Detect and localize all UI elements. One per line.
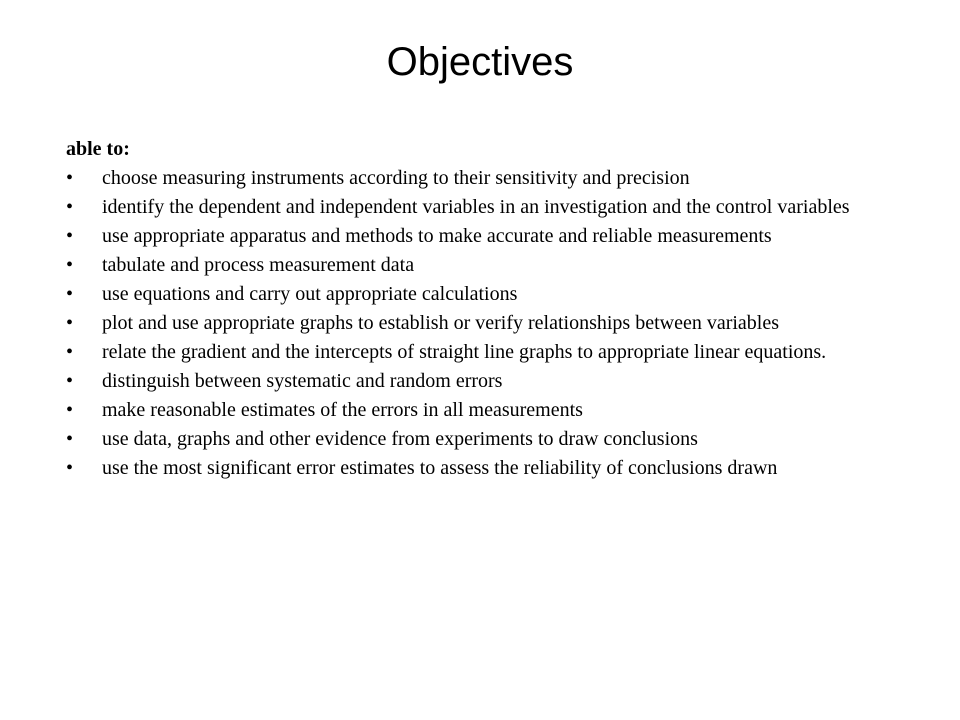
list-item-text: identify the dependent and independent variables in an investigation and the control variables <box>102 196 850 218</box>
list-item-text: use the most significant error estimates to assess the reliability of conclusions drawn <box>102 457 778 479</box>
list-item-text: make reasonable estimates of the errors in all measurements <box>102 399 583 421</box>
bullet-icon: • <box>66 457 74 479</box>
list-item <box>66 454 866 483</box>
slide-title: Objectives <box>386 40 574 84</box>
list-item <box>66 193 866 222</box>
list-item <box>66 222 866 251</box>
list-item <box>66 338 866 367</box>
bullet-icon: • <box>66 196 74 218</box>
list-item-text: use data, graphs and other evidence from experiments to draw conclusions <box>102 428 698 450</box>
bullet-icon: • <box>66 341 74 363</box>
list-item-text: plot and use appropriate graphs to establish or verify relationships between variables <box>102 312 780 334</box>
list-item-text: choose measuring instruments according to their sensitivity and precision <box>102 167 690 189</box>
list-item <box>66 396 866 425</box>
list-item <box>66 164 866 193</box>
list-item-text: use appropriate apparatus and methods to make accurate and reliable measurements <box>102 225 772 247</box>
slide-content <box>66 135 866 483</box>
bullet-icon: • <box>66 254 74 276</box>
list-item-text: distinguish between systematic and random errors <box>102 370 503 392</box>
intro-text: able to: <box>66 138 130 160</box>
objectives-list <box>66 164 866 483</box>
bullet-icon: • <box>66 312 74 334</box>
list-item <box>66 251 866 280</box>
bullet-icon: • <box>66 399 74 421</box>
bullet-icon: • <box>66 167 74 189</box>
bullet-icon: • <box>66 370 74 392</box>
list-item-text: use equations and carry out appropriate calculations <box>102 283 518 305</box>
list-item <box>66 425 866 454</box>
list-item <box>66 280 866 309</box>
list-item-text: tabulate and process measurement data <box>102 254 415 276</box>
bullet-icon: • <box>66 225 74 247</box>
list-item-text: relate the gradient and the intercepts of straight line graphs to appropriate linear equations. <box>102 341 827 363</box>
list-item <box>66 367 866 396</box>
bullet-icon: • <box>66 428 74 450</box>
list-item <box>66 309 866 338</box>
bullet-icon: • <box>66 283 74 305</box>
